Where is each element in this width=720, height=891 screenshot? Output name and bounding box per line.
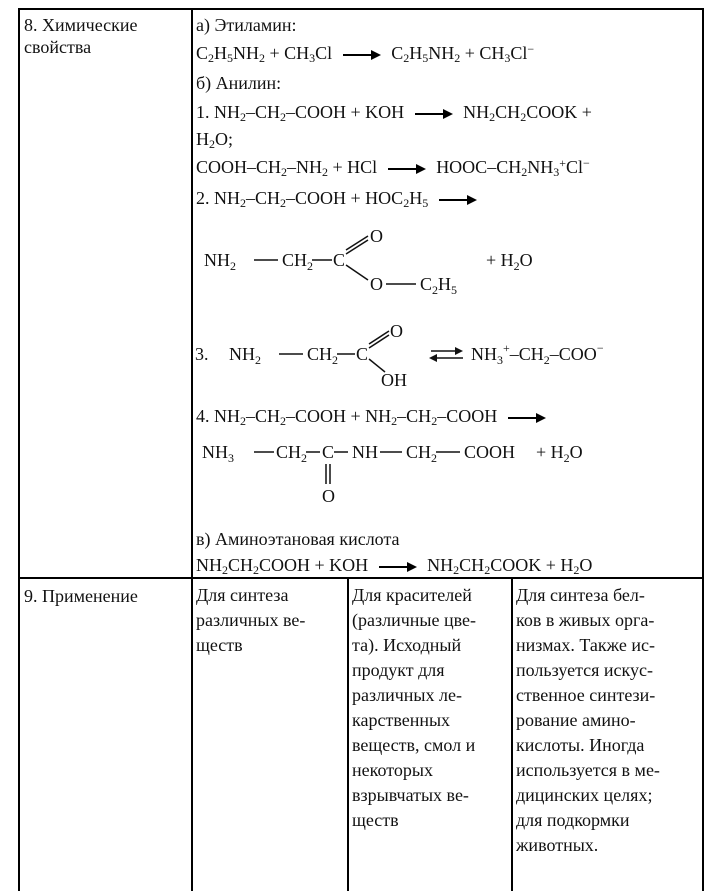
struct-o-bottom: O xyxy=(370,274,383,294)
table-subcolumn-divider-2 xyxy=(511,577,513,891)
eq-text: C xyxy=(196,43,209,63)
struct-ch2: $CH_2$ xyxy=(282,250,314,273)
row-number-label-2: свойства xyxy=(24,37,92,57)
eq-text: COOH–CH xyxy=(196,157,282,177)
zwitterion-structure xyxy=(193,318,663,393)
eq-sub: 3 xyxy=(309,51,316,65)
section-a-title: а) Этиламин: xyxy=(196,15,297,35)
dipeptide-c: C xyxy=(322,442,335,462)
eq-text: COOK + H xyxy=(490,555,574,575)
eq-text: –CH xyxy=(246,102,281,122)
eq-text: + HCl xyxy=(328,157,378,177)
eq-sub: 2 xyxy=(520,110,527,124)
eq-text: HOOC–CH xyxy=(436,157,522,177)
eq-sub: 2 xyxy=(403,196,410,210)
dipeptide-nh: NH xyxy=(352,442,378,462)
eq-sub: 3 xyxy=(504,51,511,65)
eq-sub: 2 xyxy=(240,196,246,210)
struct-nh2: $NH_2$ xyxy=(204,250,236,273)
eq-sub: 5 xyxy=(422,196,429,210)
struct-ethyl: $C_2H_5$ xyxy=(420,274,458,297)
equation-1b xyxy=(196,156,590,178)
eq3-number: 3. xyxy=(195,344,209,364)
eq-sub: 2 xyxy=(280,110,287,124)
eq-sub: 2 xyxy=(259,51,266,65)
eq-text: –COOH + KOH xyxy=(286,102,405,122)
application-col-1: Для синтеза различных ве- ществ xyxy=(196,585,306,655)
eq-text: –COOH + NH xyxy=(286,406,392,426)
eq-text: + CH xyxy=(265,43,310,63)
eq-text: O xyxy=(579,555,593,575)
table-left-border xyxy=(18,8,20,891)
eq-text: O; xyxy=(215,129,233,149)
eq-sub: 2 xyxy=(453,563,460,577)
section-c-title: в) Аминоэтановая кислота xyxy=(196,529,400,549)
eq-text: 4. NH xyxy=(196,406,240,426)
eq-sub: 2 xyxy=(240,414,246,428)
eq-text: Cl xyxy=(565,157,583,177)
eq3-oh: OH xyxy=(381,370,407,390)
dipeptide-ch2a: $CH_2$ xyxy=(276,442,308,465)
eq-sub: 2 xyxy=(322,165,329,179)
ester-structure xyxy=(196,218,596,298)
eq-sub: 2 xyxy=(484,563,491,577)
equation-c xyxy=(196,554,592,576)
table-column-divider xyxy=(191,8,193,891)
eq-sub: 2 xyxy=(489,110,496,124)
application-col-2: Для красителей (различные цве- та). Исходный продукт для различных ле- карственных веществ, смол и некоторых взрывчатых ве- ществ xyxy=(352,585,476,830)
eq-text: NH xyxy=(196,555,222,575)
eq-sup: + xyxy=(559,156,566,170)
eq3-rhs: $NH_3^+-CH_2-COO^-$ xyxy=(471,341,604,367)
eq-text: CH xyxy=(228,555,254,575)
eq-text: NH xyxy=(463,102,490,122)
section-b-title: б) Анилин: xyxy=(196,73,282,93)
eq-text: H xyxy=(409,43,423,63)
dipeptide-water: + $H_2O$ xyxy=(536,442,583,465)
reaction-arrow-icon xyxy=(508,413,546,423)
reaction-arrow-icon xyxy=(388,164,426,174)
eq-text: –NH xyxy=(287,157,323,177)
equation-1-line2 xyxy=(196,128,233,150)
equilibrium-arrow-icon xyxy=(455,347,463,355)
eq-text: Cl xyxy=(510,43,528,63)
reaction-arrow-icon xyxy=(439,195,477,205)
eq-sub: 2 xyxy=(521,165,528,179)
dipeptide-ch2b: $CH_2$ xyxy=(406,442,438,465)
eq-sub: 2 xyxy=(208,51,215,65)
eq-text: NH xyxy=(427,555,454,575)
eq-text: + CH xyxy=(460,43,505,63)
equation-1 xyxy=(196,101,592,123)
dipeptide-o: O xyxy=(322,486,335,506)
eq-text: COOK + xyxy=(526,102,592,122)
struct-o-top: O xyxy=(370,226,383,246)
eq-sub: 2 xyxy=(573,563,580,577)
eq-sub: 5 xyxy=(227,51,234,65)
eq-sub: 2 xyxy=(280,196,287,210)
eq-sub: 2 xyxy=(403,51,410,65)
eq-sub: 2 xyxy=(431,414,438,428)
eq-sub: 2 xyxy=(222,563,228,577)
struct-plus-water: + $H_2O$ xyxy=(486,250,533,273)
eq-sup: − xyxy=(583,156,590,170)
table-right-border xyxy=(702,8,704,891)
eq3-o: O xyxy=(390,321,403,341)
dipeptide-structure xyxy=(196,432,616,512)
eq-sup: − xyxy=(527,42,535,56)
double-bond-line xyxy=(346,236,368,250)
eq-text: H xyxy=(196,129,209,149)
eq-text: CH xyxy=(459,555,485,575)
eq-sub: 2 xyxy=(209,137,215,151)
equation-4-line1 xyxy=(196,405,552,427)
eq-text: CH xyxy=(495,102,521,122)
application-col-3: Для синтеза бел- ков в живых орга- низмах. Также ис- пользуется искус- ственное синтези- рование амино- кислоты. Иногда используется в ме- дицинских целях; для подкормки животных. xyxy=(516,585,660,855)
bond-line xyxy=(346,265,368,280)
row-label-properties xyxy=(24,14,138,58)
dipeptide-nh3: $NH_3$ xyxy=(202,442,234,465)
eq-text: 2. NH xyxy=(196,188,240,208)
reaction-arrow-icon xyxy=(379,562,417,572)
row-number-label: 8. Химические xyxy=(24,15,138,35)
eq-sub: 3 xyxy=(553,165,560,179)
eq-text: H xyxy=(409,188,423,208)
eq-text: –CH xyxy=(246,188,281,208)
eq-text: NH xyxy=(428,43,455,63)
eq3-c: C xyxy=(356,344,369,364)
table-top-border xyxy=(18,8,704,10)
eq-text: NH xyxy=(233,43,260,63)
eq-text: COOH + KOH xyxy=(259,555,369,575)
eq-sub: 2 xyxy=(281,165,288,179)
equilibrium-arrow-icon xyxy=(429,354,437,362)
equation-a xyxy=(196,42,534,64)
eq-text: –COOH + HOC xyxy=(286,188,404,208)
reaction-arrow-icon xyxy=(343,50,381,60)
eq-text: H xyxy=(214,43,228,63)
equation-2 xyxy=(196,187,483,209)
eq-text: C xyxy=(391,43,404,63)
eq-text: –CH xyxy=(246,406,281,426)
struct-c: C xyxy=(333,250,346,270)
eq-text: –COOH xyxy=(437,406,498,426)
table-row-divider xyxy=(18,577,704,579)
eq3-ch2: $CH_2$ xyxy=(307,344,339,367)
eq-sub: 2 xyxy=(454,51,461,65)
eq-sub: 5 xyxy=(422,51,429,65)
eq-sub: 2 xyxy=(280,414,287,428)
eq-sub: 2 xyxy=(240,110,246,124)
eq-text: Cl xyxy=(315,43,333,63)
reaction-arrow-icon xyxy=(415,109,453,119)
double-bond-line xyxy=(346,240,368,254)
row-label-application: 9. Применение xyxy=(24,586,138,606)
eq3-nh2: $NH_2$ xyxy=(229,344,261,367)
dipeptide-cooh: COOH xyxy=(464,442,516,462)
eq-sub: 2 xyxy=(253,563,260,577)
eq-sub: 2 xyxy=(391,414,398,428)
table-subcolumn-divider-1 xyxy=(347,577,349,891)
eq-text: 1. NH xyxy=(196,102,240,122)
eq-text: –CH xyxy=(397,406,432,426)
eq-text: NH xyxy=(527,157,554,177)
